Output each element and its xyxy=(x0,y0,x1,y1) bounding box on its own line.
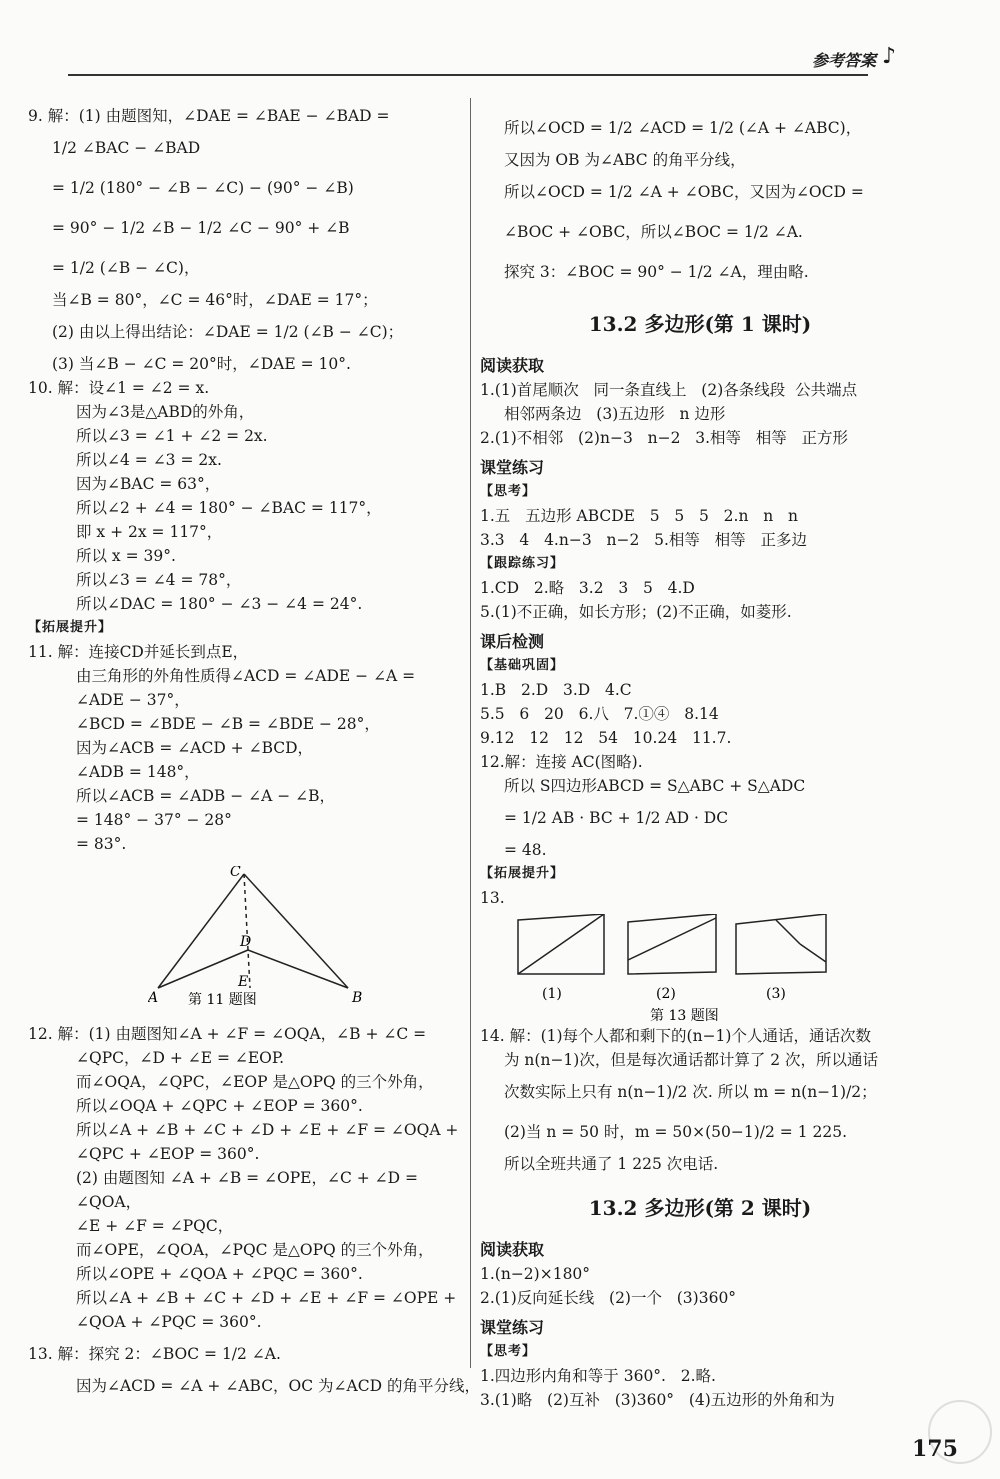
heading-ketang-2: 课堂练习 xyxy=(480,1318,545,1337)
q14-line: 所以全班共通了 1 225 次电话. xyxy=(504,1155,719,1173)
q13-cont-line: 所以∠OCD = 1/2 ∠ACD = 1/2 (∠A + ∠ABC)， xyxy=(504,119,862,137)
q9-line: 9. 解：(1) 由题图知，∠DAE = ∠BAE − ∠BAD = xyxy=(28,107,390,125)
q9-line: = 90° − 1/2 ∠B − 1/2 ∠C − 90° + ∠B xyxy=(52,219,350,237)
sikao-line: 3.3 4 4.n−3 n−2 5.相等 相等 正多边 xyxy=(480,531,807,549)
sikao2-line: 3.(1)略 (2)互补 (3)360° (4)五边形的外角和为 xyxy=(480,1391,835,1409)
tag-sikao: 【思考】 xyxy=(480,484,537,499)
jichu-line: = 48. xyxy=(504,841,547,859)
q10-line: 10. 解：设∠1 = ∠2 = x. xyxy=(28,379,210,397)
q9-line: 1/2 ∠BAC − ∠BAD xyxy=(52,139,201,157)
q14-line: 14. 解：(1)每个人都和剩下的(n−1)个人通话，通话次数 xyxy=(480,1027,871,1045)
q9-line: (3) 当∠B − ∠C = 20°时，∠DAE = 10°. xyxy=(52,355,351,373)
jichu-line: 9.12 12 12 54 10.24 11.7. xyxy=(480,729,732,747)
q12-line: ∠QPC，∠D + ∠E = ∠EOP. xyxy=(76,1049,285,1067)
q11-line: ∠ADE − 37°， xyxy=(76,691,190,709)
q11-line: 因为∠ACB = ∠ACD + ∠BCD， xyxy=(76,739,314,757)
q12-line: 所以∠OQA + ∠QPC + ∠EOP = 360°. xyxy=(76,1097,363,1115)
q12-line: ∠QOA， xyxy=(76,1193,142,1211)
q11-line: ∠ADB = 148°， xyxy=(76,763,200,781)
heading-yuedu-2: 阅读获取 xyxy=(480,1240,545,1259)
fig11-label-b: B xyxy=(352,990,363,1006)
jichu-line: 12.解：连接 AC(图略). xyxy=(480,753,643,771)
fig11-caption: 第 11 题图 xyxy=(188,992,257,1008)
q9-line: (2) 由以上得出结论：∠DAE = 1/2 (∠B − ∠C)； xyxy=(52,323,404,341)
q12-line: (2) 由题图知 ∠A + ∠B = ∠OPE，∠C + ∠D = xyxy=(76,1169,419,1187)
figure-11 xyxy=(148,866,388,1016)
q12-line: ∠QOA + ∠PQC = 360°. xyxy=(76,1313,262,1331)
q13-cont-line: 又因为 OB 为∠ABC 的角平分线， xyxy=(504,151,746,169)
q12-line: 而∠OQA，∠QPC，∠EOP 是△OPQ 的三个外角， xyxy=(76,1073,434,1091)
q9-line: = 1/2 (180° − ∠B − ∠C) − (90° − ∠B) xyxy=(52,179,354,197)
q12-line: ∠E + ∠F = ∠PQC， xyxy=(76,1217,234,1235)
header-rule xyxy=(68,74,868,76)
q10-line: 即 x + 2x = 117°， xyxy=(76,523,223,541)
tag-sikao-2: 【思考】 xyxy=(480,1344,537,1359)
q13-line: 13. 解：探究 2：∠BOC = 1/2 ∠A. xyxy=(28,1345,281,1363)
yuedu-line: 相邻两条边 (3)五边形 n 边形 xyxy=(504,405,726,423)
jichu-line: 5.5 6 20 6.八 7.①④ 8.14 xyxy=(480,705,719,723)
q10-line: 所以∠DAC = 180° − ∠3 − ∠4 = 24°. xyxy=(76,595,363,613)
q10-line: 所以∠3 = ∠1 + ∠2 = 2x. xyxy=(76,427,268,445)
section-title-lesson-2: 13.2 多边形(第 2 课时) xyxy=(588,1196,812,1220)
genzong-line: 5.(1)不正确，如长方形；(2)不正确，如菱形. xyxy=(480,603,792,621)
header-decoration-icon: ♪ xyxy=(882,44,897,69)
column-divider xyxy=(470,98,471,1368)
heading-yuedu: 阅读获取 xyxy=(480,356,545,375)
figure-11-drawing xyxy=(148,866,388,1016)
jichu-line: 1.B 2.D 3.D 4.C xyxy=(480,681,632,699)
fig13-label-2: (2) xyxy=(656,986,676,1002)
jichu-line: = 1/2 AB · BC + 1/2 AD · DC xyxy=(504,809,729,827)
q10-line: 所以∠4 = ∠3 = 2x. xyxy=(76,451,222,469)
section-title-lesson-1: 13.2 多边形(第 1 课时) xyxy=(588,312,812,336)
q12-line: 所以∠OPE + ∠QOA + ∠PQC = 360°. xyxy=(76,1265,363,1283)
q10-line: 所以 x = 39°. xyxy=(76,547,176,565)
tag-tuozhan-right: 【拓展提升】 xyxy=(480,866,565,881)
yuedu-line: 2.(1)不相邻 (2)n−3 n−2 3.相等 相等 正方形 xyxy=(480,429,849,447)
sikao2-line: 1.四边形内角和等于 360°. 2.略. xyxy=(480,1367,716,1385)
q13-cont-line: 探究 3：∠BOC = 90° − 1/2 ∠A，理由略. xyxy=(504,263,809,281)
q12-line: 12. 解：(1) 由题图知∠A + ∠F = ∠OQA，∠B + ∠C = xyxy=(28,1025,427,1043)
q12-line: 而∠OPE，∠QOA，∠PQC 是△OPQ 的三个外角， xyxy=(76,1241,434,1259)
q14-line: 为 n(n−1)次，但是每次通话都计算了 2 次，所以通话 xyxy=(504,1051,879,1069)
fig11-label-a: A xyxy=(148,990,159,1006)
q10-line: 所以∠3 = ∠4 = 78°， xyxy=(76,571,242,589)
fig13-caption: 第 13 题图 xyxy=(650,1008,719,1024)
q13-cont-line: 所以∠OCD = 1/2 ∠A + ∠OBC，又因为∠OCD = xyxy=(504,183,864,201)
q12-line: 所以∠A + ∠B + ∠C + ∠D + ∠E + ∠F = ∠OPE + xyxy=(76,1289,457,1307)
left-column xyxy=(28,104,480,1398)
fig11-label-c: C xyxy=(230,866,241,880)
yuedu2-line: 1.(n−2)×180° xyxy=(480,1265,591,1283)
q10-line: 因为∠BAC = 63°， xyxy=(76,475,221,493)
q13-cont-line: ∠BOC + ∠OBC，所以∠BOC = 1/2 ∠A. xyxy=(504,223,803,241)
q9-line: 当∠B = 80°，∠C = 46°时，∠DAE = 17°； xyxy=(52,291,378,309)
q11-line: 由三角形的外角性质得∠ACD = ∠ADE − ∠A = xyxy=(76,667,416,685)
page-number: 175 xyxy=(912,1436,958,1462)
jichu-line: 所以 S四边形ABCD = S△ABC + S△ADC xyxy=(504,777,806,795)
tag-jichu: 【基础巩固】 xyxy=(480,658,565,673)
fig13-label-3: (3) xyxy=(766,986,786,1002)
tag-tuozhan: 【拓展提升】 xyxy=(28,620,113,635)
q11-line: = 83°. xyxy=(76,835,127,853)
genzong-line: 1.CD 2.略 3.2 3 5 4.D xyxy=(480,579,695,597)
q13-number: 13. xyxy=(480,889,505,907)
q11-line: = 148° − 37° − 28° xyxy=(76,811,232,829)
header-label: 参考答案 xyxy=(812,51,877,70)
right-column xyxy=(480,108,920,1412)
fig13-label-1: (1) xyxy=(542,986,562,1002)
heading-kehou: 课后检测 xyxy=(480,632,545,651)
yuedu-line: 1.(1)首尾顺次 同一条直线上 (2)各条线段 公共端点 xyxy=(480,381,858,399)
sikao-line: 1.五 五边形 ABCDE 5 5 5 2.n n n xyxy=(480,507,798,525)
figure-13 xyxy=(480,914,900,1024)
q11-line: 所以∠ACB = ∠ADB − ∠A − ∠B， xyxy=(76,787,336,805)
fig11-label-e: E xyxy=(238,974,249,990)
q11-line: ∠BCD = ∠BDE − ∠B = ∠BDE − 28°， xyxy=(76,715,380,733)
figure-13-drawing xyxy=(480,914,900,1024)
q10-line: 所以∠2 + ∠4 = 180° − ∠BAC = 117°， xyxy=(76,499,382,517)
q10-line: 因为∠3是△ABD的外角， xyxy=(76,403,255,421)
q14-line: 次数实际上只有 n(n−1)/2 次. 所以 m = n(n−1)/2； xyxy=(504,1083,877,1101)
heading-ketang: 课堂练习 xyxy=(480,458,545,477)
yuedu2-line: 2.(1)反向延长线 (2)一个 (3)360° xyxy=(480,1289,737,1307)
q12-line: 所以∠A + ∠B + ∠C + ∠D + ∠E + ∠F = ∠OQA + xyxy=(76,1121,459,1139)
q9-line: = 1/2 (∠B − ∠C)， xyxy=(52,259,200,277)
fig11-label-d: D xyxy=(240,934,252,950)
q11-line: 11. 解：连接CD并延长到点E， xyxy=(28,643,249,661)
q12-line: ∠QPC + ∠EOP = 360°. xyxy=(76,1145,260,1163)
q14-line: (2)当 n = 50 时，m = 50×(50−1)/2 = 1 225. xyxy=(504,1123,847,1141)
tag-genzong: 【跟踪练习】 xyxy=(480,556,565,571)
q13-line: 因为∠ACD = ∠A + ∠ABC，OC 为∠ACD 的角平分线， xyxy=(76,1377,480,1395)
